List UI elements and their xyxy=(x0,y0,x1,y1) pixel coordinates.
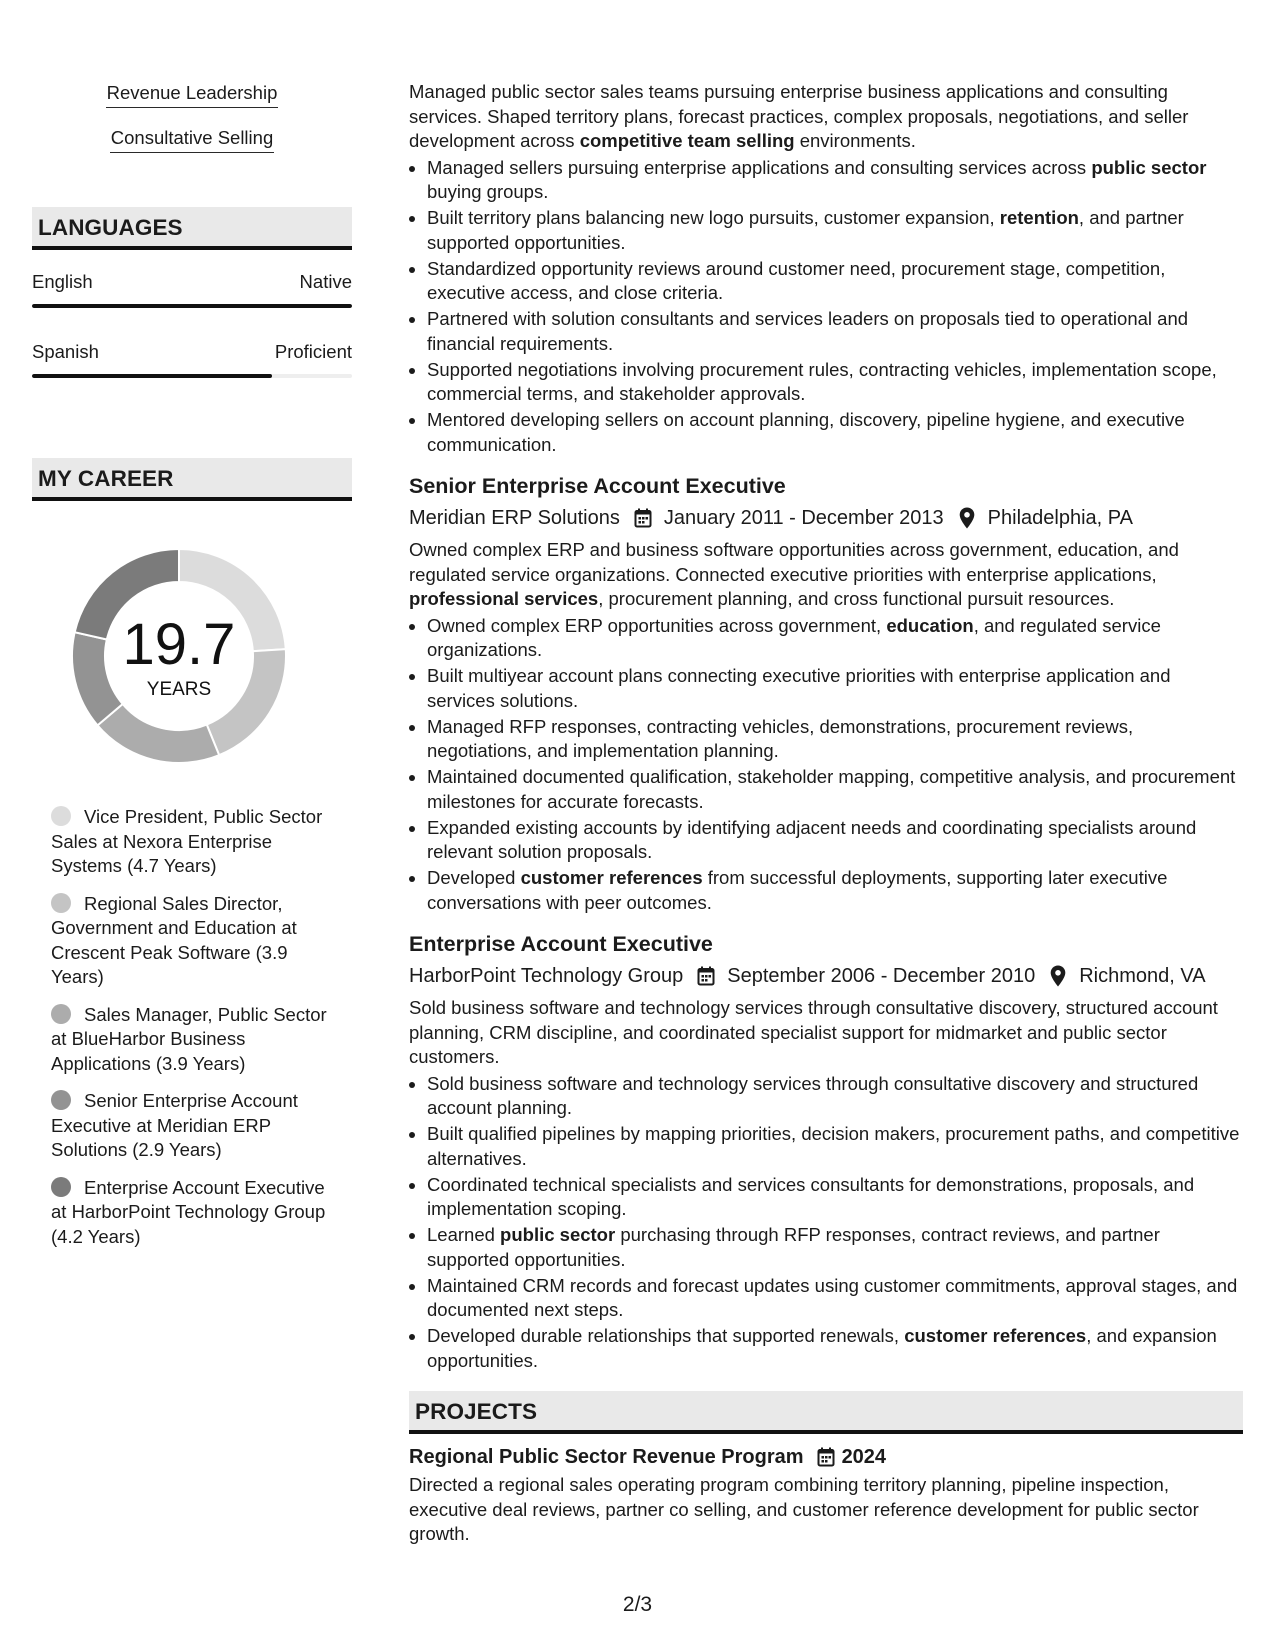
skill-tag: Consultative Selling xyxy=(110,125,274,153)
legend-swatch xyxy=(51,806,71,826)
legend-swatch xyxy=(51,893,71,913)
bullet-item: • Built territory plans balancing new logo pursuits, customer expansion, retention, and partner supported opportunities. xyxy=(427,206,1243,255)
job-dates: September 2006 - December 2010 xyxy=(727,965,1036,987)
bullet-item: • Partnered with solution consultants and services leaders on proposals tied to operational and financial requirements. xyxy=(427,307,1243,356)
job-dates: January 2011 - December 2013 xyxy=(663,507,944,529)
language-level-fill xyxy=(32,374,272,378)
legend-label: Enterprise Account Executive at HarborPoint Technology Group (4.2 Years) xyxy=(51,1176,326,1247)
project-title: Regional Public Sector Revenue Program xyxy=(409,1446,804,1468)
career-legend-item xyxy=(51,1089,341,1163)
job-bullets xyxy=(409,1072,1243,1374)
main-content xyxy=(409,80,1243,1547)
career-legend-item xyxy=(51,805,341,879)
bullet-item: • Supported negotiations involving procurement rules, contracting vehicles, implementation scope, commercial terms, and stakeholder approvals. xyxy=(427,358,1243,407)
career-legend-item xyxy=(51,1176,341,1250)
career-legend-item xyxy=(51,1003,341,1077)
bullet-item: • Developed customer references from successful deployments, supporting later executive conversations with peer outcomes. xyxy=(427,866,1243,915)
job-location: Philadelphia, PA xyxy=(987,507,1133,529)
job-entry xyxy=(409,472,1243,915)
language-level-fill xyxy=(32,304,352,308)
legend-swatch xyxy=(51,1177,71,1197)
languages-heading: LANGUAGES xyxy=(32,207,352,250)
project-entry xyxy=(409,1443,1243,1547)
map-pin-icon xyxy=(956,507,978,529)
career-total-years: 19.7 xyxy=(122,612,236,677)
project-year: 2024 xyxy=(841,1446,887,1468)
bullet-item: • Managed RFP responses, contracting vehicles, demonstrations, procurement reviews, negotiations, and implementation planning. xyxy=(427,715,1243,764)
skill-tag: Revenue Leadership xyxy=(106,80,279,108)
career-heading: MY CAREER xyxy=(32,458,352,501)
bullet-item: • Built qualified pipelines by mapping priorities, decision makers, procurement paths, and competitive alternatives. xyxy=(427,1122,1243,1171)
language-name: Spanish xyxy=(32,341,99,362)
job-meta xyxy=(409,504,1243,532)
bullet-item: • Maintained documented qualification, stakeholder mapping, competitive analysis, and procurement milestones for accurate forecasts. xyxy=(427,765,1243,814)
legend-label: Vice President, Public Sector Sales at Nexora Enterprise Systems (4.7 Years) xyxy=(51,806,323,876)
job-title: Senior Enterprise Account Executive xyxy=(409,474,786,498)
legend-label: Sales Manager, Public Sector at BlueHarbor Business Applications (3.9 Years) xyxy=(51,1003,327,1074)
job-entry xyxy=(409,930,1243,1373)
page-number: 2/3 xyxy=(622,1593,653,1616)
bullet-item: • Coordinated technical specialists and services consultants for demonstrations, proposals, and implementation scoping. xyxy=(427,1173,1243,1222)
bullet-item: • Developed durable relationships that supported renewals, customer references, and expansion opportunities. xyxy=(427,1324,1243,1373)
sidebar xyxy=(32,80,352,1262)
calendar-icon xyxy=(695,965,717,987)
map-pin-icon xyxy=(1047,965,1069,987)
bullet-item: • Learned public sector purchasing through RFP responses, contract reviews, and partner supported opportunities. xyxy=(427,1223,1243,1272)
language-level: Proficient xyxy=(274,341,352,362)
bullet-item: • Maintained CRM records and forecast updates using customer commitments, approval stages, and documented next steps. xyxy=(427,1274,1243,1323)
calendar-icon xyxy=(632,507,654,529)
bullet-item: • Mentored developing sellers on account planning, discovery, pipeline hygiene, and executive communication. xyxy=(427,408,1243,457)
job-bullets xyxy=(409,614,1243,916)
bullet-item: • Built multiyear account plans connecting executive priorities with enterprise application and services solutions. xyxy=(427,664,1243,713)
calendar-icon xyxy=(815,1446,837,1468)
role-bullets xyxy=(409,156,1243,458)
bullet-item: • Managed sellers pursuing enterprise applications and consulting services across public sector buying groups. xyxy=(427,156,1243,205)
career-total-unit: YEARS xyxy=(146,679,212,700)
career-donut-chart xyxy=(66,543,292,769)
bullet-item: • Expanded existing accounts by identifying adjacent needs and coordinating specialists around relevant solution proposals. xyxy=(427,816,1243,865)
job-summary: Owned complex ERP and business software opportunities across government, education, and regulated service organizations. Connected executive priorities with enterprise applications, professional services, procurement planning, and cross functional pursuit resources. xyxy=(409,539,1179,609)
job-summary: Sold business software and technology services through consultative discovery, structured account planning, CRM discipline, and coordinated specialist support for midmarket and public sector customers. xyxy=(409,997,1218,1067)
language-level-bar xyxy=(32,374,352,378)
legend-label: Senior Enterprise Account Executive at Meridian ERP Solutions (2.9 Years) xyxy=(51,1090,298,1160)
language-level-bar xyxy=(32,304,352,308)
bullet-item: • Standardized opportunity reviews around customer need, procurement stage, competition, executive access, and close criteria. xyxy=(427,257,1243,306)
legend-swatch xyxy=(51,1090,71,1110)
projects-heading: PROJECTS xyxy=(409,1391,1243,1434)
role-summary: Managed public sector sales teams pursuing enterprise business applications and consulting services. Shaped territory plans, forecast practices, complex proposals, negotiations, and seller development across competitive team selling environments. xyxy=(409,81,1189,151)
languages-list xyxy=(32,270,352,378)
language-name: English xyxy=(32,271,93,292)
bullet-item: • Owned complex ERP opportunities across government, education, and regulated service organizations. xyxy=(427,614,1243,663)
career-legend xyxy=(51,805,341,1249)
bullet-item: • Sold business software and technology services through consultative discovery and structured account planning. xyxy=(427,1072,1243,1121)
legend-label: Regional Sales Director, Government and Education at Crescent Peak Software (3.9 Years) xyxy=(51,892,297,987)
job-title: Enterprise Account Executive xyxy=(409,932,713,956)
job-meta xyxy=(409,962,1243,990)
skills-list xyxy=(32,80,352,170)
career-legend-item xyxy=(51,892,341,990)
language-item xyxy=(32,340,352,378)
language-level: Native xyxy=(299,271,352,292)
legend-swatch xyxy=(51,1004,71,1024)
job-company: HarborPoint Technology Group xyxy=(409,965,684,987)
language-item xyxy=(32,270,352,308)
project-summary: Directed a regional sales operating program combining territory planning, pipeline inspection, executive deal reviews, partner co selling, and customer reference development for public sector growth. xyxy=(409,1474,1199,1544)
job-company: Meridian ERP Solutions xyxy=(409,507,620,529)
job-location: Richmond, VA xyxy=(1079,965,1206,987)
